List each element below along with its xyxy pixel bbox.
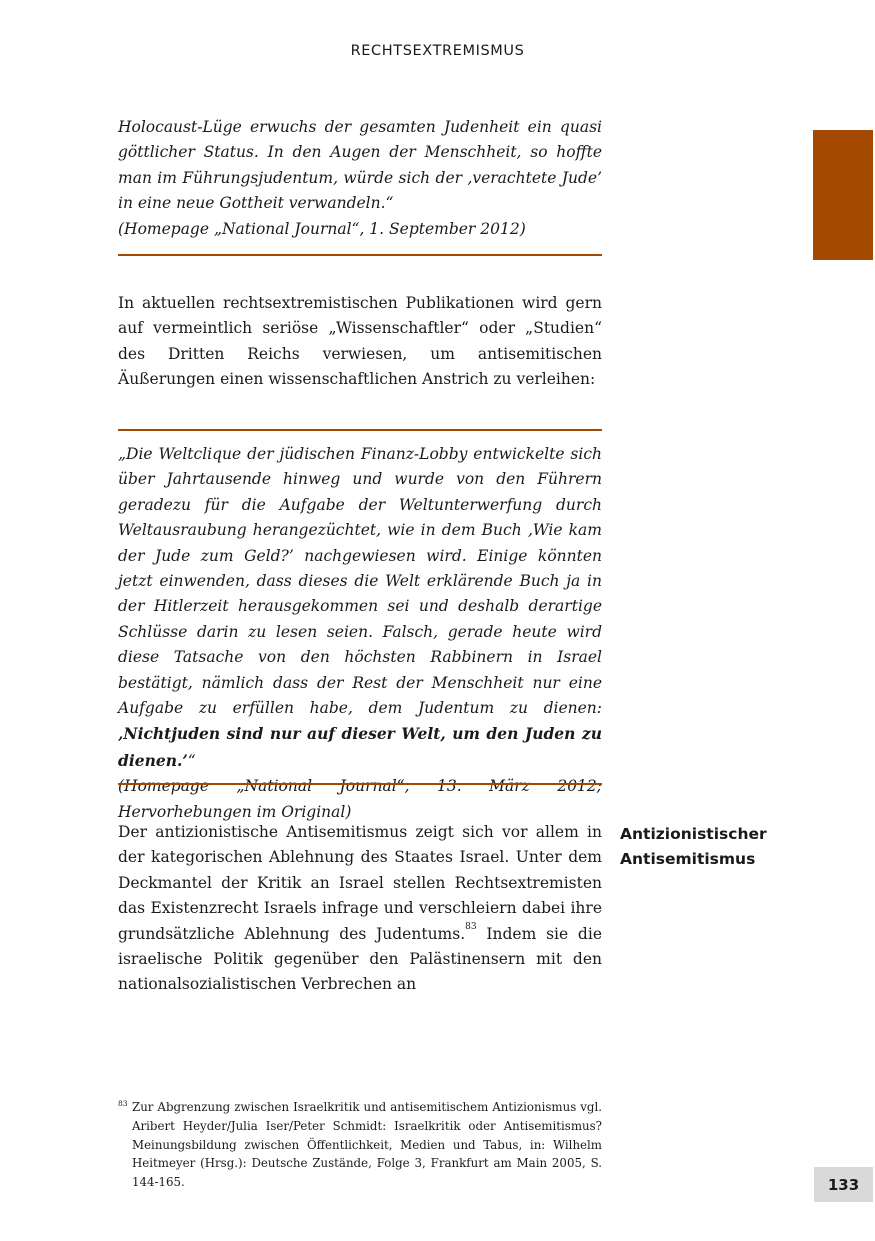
paragraph-1-text: In aktuellen rechtsextremistischen Publikationen wird gern auf vermeintlich seriöse „Wissenschaftler“ oder „Studien“ des Dritten Reichs verwiesen, um antisemitischen Äußerungen einen wissenschaftlichen Anstrich zu verleihen: [118,294,602,389]
footnote [118,1098,602,1192]
quote-2-text [118,442,602,774]
body-paragraph-2 [118,820,602,998]
divider-rule [118,254,602,256]
footnote-reference: 83 [465,921,477,932]
quote-2-main: „Die Weltclique der jüdischen Finanz-Lobby entwickelte sich über Jahrtausende hinweg und wurde von den Führern geradezu für die Aufgabe der Weltunterwerfung durch Weltausraubung herangezüchtet, wie in dem Buch ‚Wie kam der Jude zum Geld?’ nachgewiesen wird. Einige könnten jetzt einwenden, dass dieses die Welt erklärende Buch ja in der Hitlerzeit herausgekommen sei und deshalb derartige Schlüsse darin zu lesen seien. Falsch, gerade heute wird diese Tatsache von den höchsten Rabbinern in Israel bestätigt, nämlich dass der Rest der Menschheit nur eine Aufgabe zu erfüllen habe, dem Judentum zu dienen: [118,445,602,718]
quote-block-1 [118,115,602,242]
quote-1-source: (Homepage „National Journal“, 1. September 2012) [118,219,526,238]
margin-note-line-1: Antizionistischer [620,825,767,843]
quote-block-2 [118,442,602,825]
running-head: RECHTSEXTREMISMUS [350,43,525,59]
paragraph-2-part-1: Der antizionistische Antisemitismus zeigt sich vor allem in der kategorischen Ablehnung des Staates Israel. Unter dem Deckmantel der Kritik an Israel stellen Rechtsextremisten das Existenzrecht Israels infrage und verschleiern dabei ihre grundsätzliche Ablehnung des Judentums. [118,823,602,943]
divider-rule [118,783,602,785]
margin-note [620,822,820,872]
chapter-tab-marker [813,130,873,260]
quote-2-close: “ [187,751,196,770]
quote-2-emphasis: ‚Nichtjuden sind nur auf dieser Welt, um den Juden zu dienen.’ [118,724,602,770]
paragraph-2-text [118,820,602,998]
quote-2-source: (Homepage „National Journal“, 13. März 2012; Hervorhebungen im Original) [118,777,602,821]
footnote-number: 83 [118,1099,128,1108]
divider-rule [118,429,602,431]
page-number: 133 [814,1167,873,1202]
body-paragraph-1 [118,291,602,393]
quote-1-text: Holocaust-Lüge erwuchs der gesamten Judenheit ein quasi göttlicher Status. In den Augen der Menschheit, so hoffte man im Führungsjudentum, würde sich der ‚verachtete Jude’ in eine neue Gottheit verwandeln.“ [118,118,602,213]
margin-note-line-2: Antisemitismus [620,850,756,868]
paragraph-2-part-2: Indem sie die israelische Politik gegenüber den Palästinensern mit den nationalsozialistischen Verbrechen an [118,924,602,994]
footnote-text: Zur Abgrenzung zwischen Israelkritik und antisemitischem Antizionismus vgl. Aribert Heyder/Julia Iser/Peter Schmidt: Israelkritik oder Antisemitismus? Meinungsbildung zwischen Öffentlichkeit, Medien und Tabus, in: Wilhelm Heitmeyer (Hrsg.): Deutsche Zustände, Folge 3, Frankfurt am Main 2005, S. 144-165. [132,1100,602,1190]
